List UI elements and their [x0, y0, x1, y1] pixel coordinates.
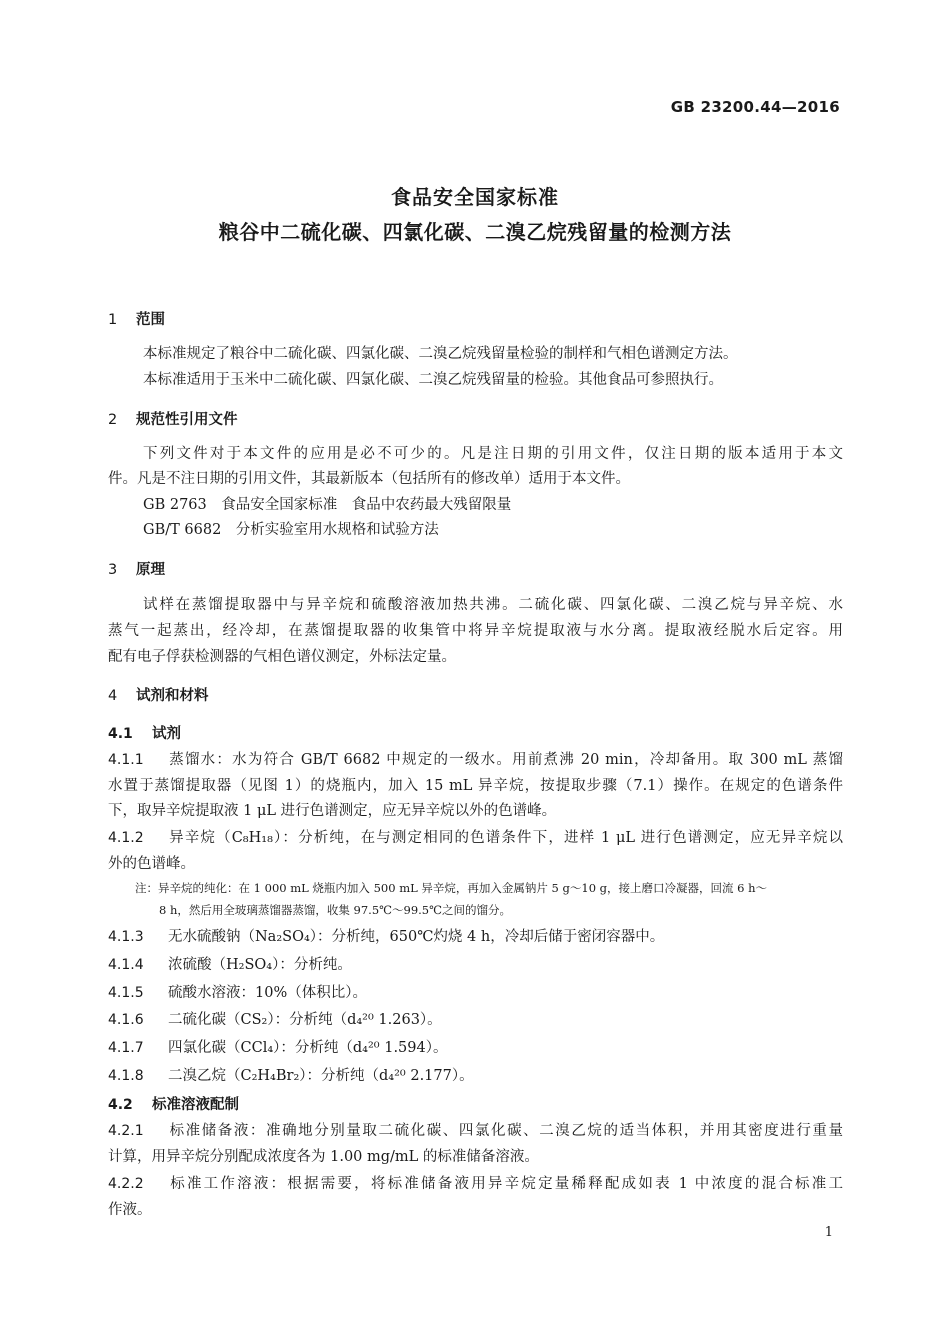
paragraph-line: 本标准规定了粮谷中二硫化碳、四氯化碳、二溴乙烷残留量检验的制样和气相色谱测定方法。 [143, 346, 738, 362]
note-line: 8 h，然后用全玻璃蒸馏器蒸馏，收集 97.5℃～99.5℃之间的馏分。 [159, 903, 511, 917]
clause-number: 4.1.4 [108, 957, 144, 973]
clause-4-1-7 [108, 1036, 843, 1060]
paragraph-line: 配有电子俘获检测器的气相色谱仪测定，外标法定量。 [108, 649, 456, 665]
clause-number: 4.1.1 [108, 752, 144, 768]
clause-text: 四氯化碳（CCl₄）：分析纯（d₄²⁰ 1.594）。 [168, 1040, 448, 1056]
subsection-title: 标准溶液配制 [152, 1097, 239, 1113]
subsection-title: 试剂 [152, 726, 181, 742]
paragraph-line: 件。凡是不注日期的引用文件，其最新版本（包括所有的修改单）适用于本文件。 [108, 471, 630, 487]
section-number: 3 [108, 562, 118, 578]
section-heading-scope [108, 308, 165, 329]
reference-item: GB/T 6682 分析实验室用水规格和试验方法 [143, 522, 439, 538]
section-title: 范围 [136, 312, 165, 328]
paragraph-line: 试样在蒸馏提取器中与异辛烷和硫酸溶液加热共沸。二硫化碳、四氯化碳、二溴乙烷与异辛烷、水 [143, 597, 843, 613]
page-number: 1 [824, 1225, 833, 1240]
paragraph-line: 外的色谱峰。 [108, 856, 195, 872]
reference-item: GB 2763 食品安全国家标准 食品中农药最大残留限量 [143, 497, 512, 513]
clause-text: 二溴乙烷（C₂H₄Br₂）：分析纯（d₄²⁰ 2.177）。 [168, 1068, 474, 1084]
section-heading-principle [108, 558, 165, 579]
paragraph-line: 计算，用异辛烷分别配成浓度各为 1.00 mg/mL 的标准储备溶液。 [108, 1149, 539, 1165]
paragraph-line: 水置于蒸馏提取器（见图 1）的烧瓶内，加入 15 mL 异辛烷，按提取步骤（7.1）操作。在规定的色谱条件 [108, 778, 843, 794]
clause-number: 4.2.1 [108, 1123, 144, 1139]
section-number: 1 [108, 312, 118, 328]
clause-number: 4.1.2 [108, 830, 144, 846]
paragraph-line: 蒸气一起蒸出，经冷却，在蒸馏提取器的收集管中将异辛烷提取液与水分离。提取液经脱水后定容。用 [108, 623, 843, 639]
clause-4-1-2-line1 [108, 826, 843, 850]
clause-4-1-8 [108, 1064, 843, 1088]
clause-4-1-3 [108, 925, 843, 949]
section-number: 2 [108, 412, 118, 428]
paragraph-line: 作液。 [108, 1202, 152, 1218]
paragraph-line: 下列文件对于本文件的应用是必不可少的。凡是注日期的引用文件，仅注日期的版本适用于本文 [143, 446, 843, 462]
section-number: 4 [108, 688, 118, 704]
clause-text: 浓硫酸（H₂SO₄）：分析纯。 [168, 957, 352, 973]
section-title: 规范性引用文件 [136, 412, 238, 428]
clause-number: 4.1.3 [108, 929, 144, 945]
clause-number: 4.1.6 [108, 1012, 144, 1028]
clause-text: 标准储备液：准确地分别量取二硫化碳、四氯化碳、二溴乙烷的适当体积，并用其密度进行重量 [168, 1123, 843, 1139]
subsection-heading-reagents [108, 722, 181, 743]
document-title-line2: 粮谷中二硫化碳、四氯化碳、二溴乙烷残留量的检测方法 [218, 220, 732, 244]
paragraph-line: 本标准适用于玉米中二硫化碳、四氯化碳、二溴乙烷残留量的检验。其他食品可参照执行。 [143, 372, 723, 388]
section-heading-reagents-materials [108, 684, 209, 705]
clause-4-1-4 [108, 953, 843, 977]
clause-text: 硫酸水溶液：10%（体积比）。 [168, 985, 367, 1001]
clause-4-2-1-line1 [108, 1119, 843, 1143]
section-title: 原理 [136, 562, 165, 578]
note-line: 注：异辛烷的纯化：在 1 000 mL 烧瓶内加入 500 mL 异辛烷，再加入金属钠片 5 g～10 g，接上磨口冷凝器，回流 6 h～ [135, 881, 768, 895]
section-title: 试剂和材料 [136, 688, 209, 704]
clause-number: 4.1.5 [108, 985, 144, 1001]
subsection-heading-standard-solutions [108, 1093, 239, 1114]
paragraph-line: 下，取异辛烷提取液 1 μL 进行色谱测定，应无异辛烷以外的色谱峰。 [108, 803, 557, 819]
clause-text: 异辛烷（C₈H₁₈）：分析纯，在与测定相同的色谱条件下，进样 1 μL 进行色谱测定，应无异辛烷以 [168, 830, 843, 846]
clause-4-1-5 [108, 981, 843, 1005]
clause-text: 二硫化碳（CS₂）：分析纯（d₄²⁰ 1.263）。 [168, 1012, 442, 1028]
clause-text: 无水硫酸钠（Na₂SO₄）：分析纯，650℃灼烧 4 h，冷却后储于密闭容器中。 [168, 929, 665, 945]
document-title-line1: 食品安全国家标准 [391, 185, 559, 209]
clause-4-1-6 [108, 1008, 843, 1032]
subsection-number: 4.1 [108, 726, 133, 742]
standard-number: GB 23200.44—2016 [670, 98, 840, 116]
section-heading-normative-references [108, 408, 238, 429]
clause-text: 蒸馏水：水为符合 GB/T 6682 中规定的一级水。用前煮沸 20 min，冷却备用。取 300 mL 蒸馏 [168, 752, 843, 768]
clause-number: 4.1.8 [108, 1068, 144, 1084]
subsection-number: 4.2 [108, 1097, 133, 1113]
clause-4-2-2-line1 [108, 1172, 843, 1196]
clause-4-1-1-line1 [108, 748, 843, 772]
clause-number: 4.1.7 [108, 1040, 144, 1056]
clause-number: 4.2.2 [108, 1176, 144, 1192]
clause-text: 标准工作溶液：根据需要，将标准储备液用异辛烷定量稀释配成如表 1 中浓度的混合标准工 [168, 1176, 843, 1192]
